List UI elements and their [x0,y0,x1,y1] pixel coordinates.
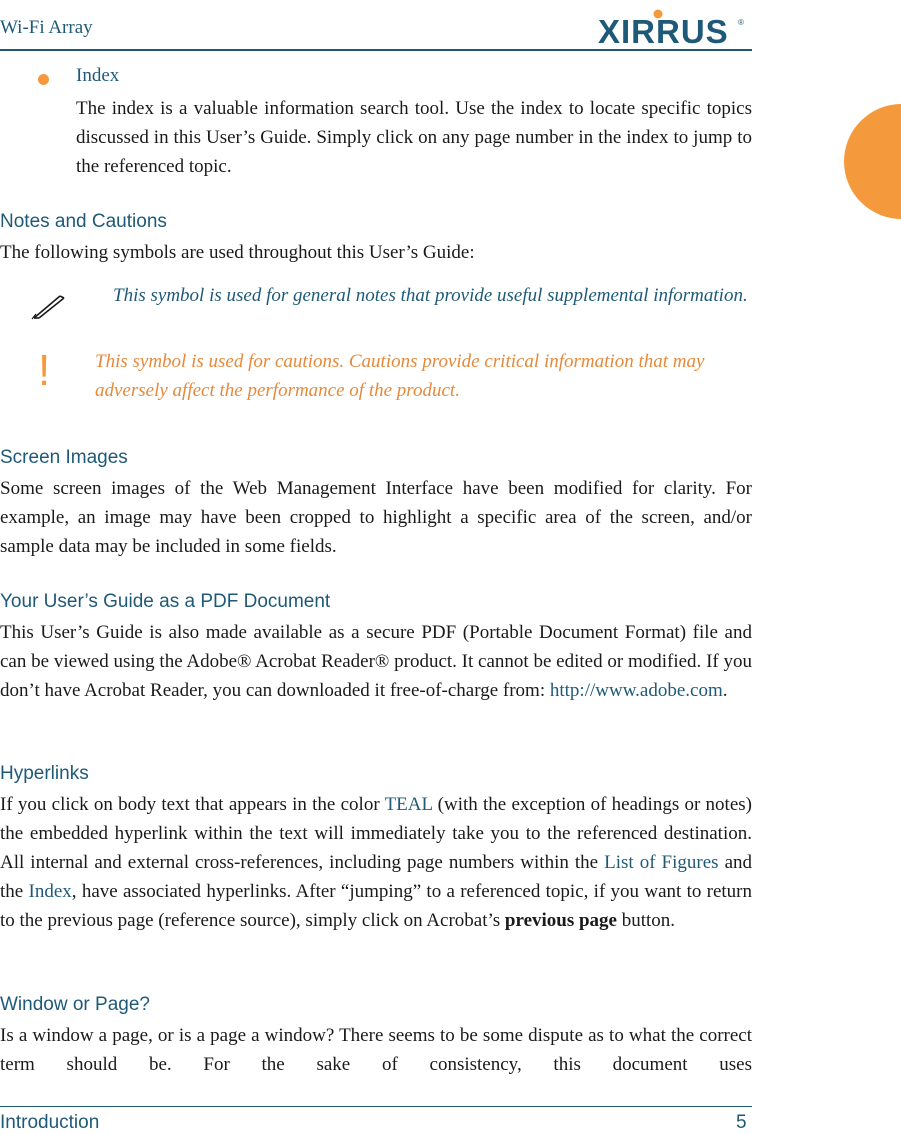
index-bullet-title[interactable]: Index [76,65,120,86]
heading-notes-cautions: Notes and Cautions [0,211,167,232]
hyperlinks-part2: (with the exception of headings or notes) the embedded hyperlink within the text will immediately take you to the referenced destination. All internal and external cross-references, including page numbers within the [0,794,752,873]
hyperlinks-part3: and the [0,852,752,902]
hyperlinks-part5: button. [617,910,676,931]
footer-section: Introduction [0,1112,100,1133]
pdf-text-end: . [722,680,728,701]
list-of-figures-link[interactable]: List of Figures [604,852,719,873]
adobe-link[interactable]: http://www.adobe.com [549,680,723,701]
notes-intro: The following symbols are used throughout this User’s Guide: [0,242,475,263]
bullet-icon [38,74,49,85]
previous-page-bold: previous page [504,910,617,931]
index-bullet-text: The index is a valuable information search tool. Use the index to locate specific topics discussed in this User’s Guide. Simply click on any page number in the index to jump to the referenced topic. [76,98,752,177]
window-page-text: Is a window a page, or is a page a window? There seems to be some dispute as to what the correct term should be. For the sake of consistency, this document uses [0,1025,752,1075]
note-text: This symbol is used for general notes that provide useful supplemental information. [113,285,748,306]
caution-text: This symbol is used for cautions. Cautions provide critical information that may adversely affect the performance of the product. [95,351,705,401]
section-tab [844,104,901,219]
teal-word: TEAL [384,794,433,815]
hyperlinks-part4: , have associated hyperlinks. After “jumping” to a referenced topic, if you want to return to the previous page (reference source), simply click on Acrobat’s [0,881,753,931]
heading-pdf-document: Your User’s Guide as a PDF Document [0,591,331,612]
hyperlinks-text [0,790,752,935]
heading-hyperlinks: Hyperlinks [0,763,89,784]
pdf-text-body: This User’s Guide is also made available as a secure PDF (Portable Document Format) file and can be viewed using the Adobe® Acrobat Reader® product. It cannot be edited or modified. If you don’t have Acrobat Reader, you can downloaded it free-of-charge from: [0,622,752,701]
heading-window-page: Window or Page? [0,994,150,1015]
index-link[interactable]: Index [28,881,72,902]
screen-images-text: Some screen images of the Web Management Interface have been modified for clarity. For example, an image may have been cropped to highlight a specific area of the screen, and/or sample data may be included in some fields. [0,478,752,557]
footer-rule [0,1106,752,1107]
header-rule [0,49,752,51]
heading-screen-images: Screen Images [0,447,128,468]
header-title: Wi-Fi Array [0,17,93,38]
xirrus-logo [598,8,748,50]
page-number: 5 [736,1112,747,1133]
svg-text:®: ® [738,18,744,27]
pencil-icon [30,292,66,324]
caution-icon: ! [38,346,51,395]
pdf-document-text [0,618,752,705]
svg-text:XIRRUS: XIRRUS [598,13,729,46]
hyperlinks-part1: If you click on body text that appears in the color [0,794,385,815]
